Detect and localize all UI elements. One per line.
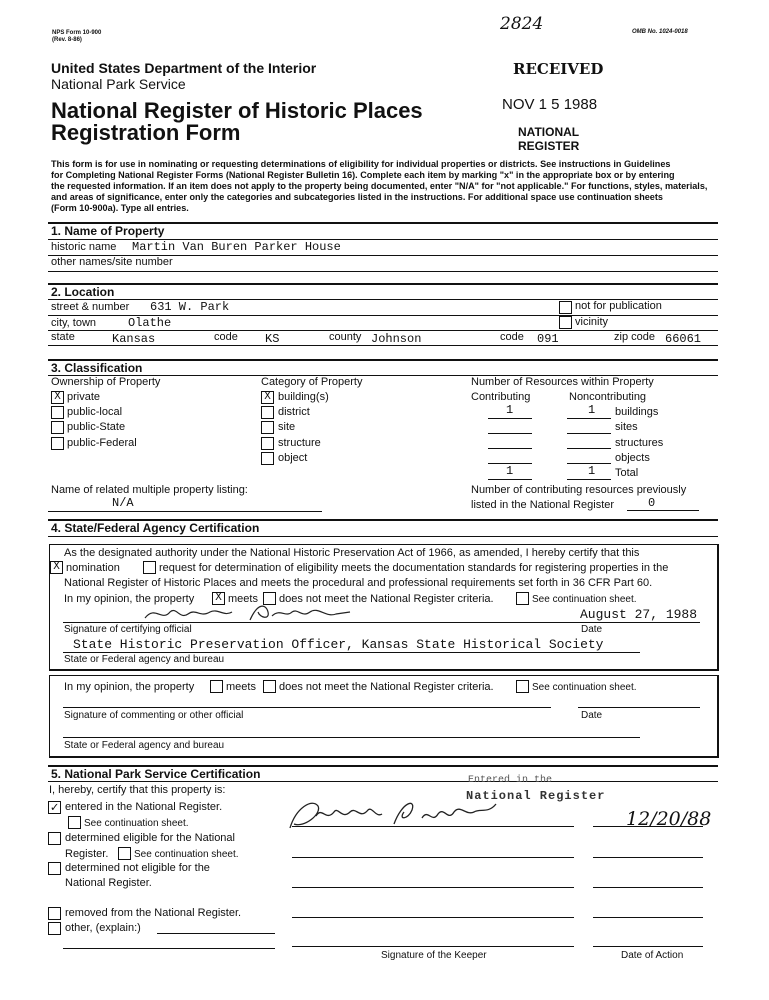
bureau-label-2: State or Federal agency and bureau bbox=[64, 740, 225, 751]
entry-line bbox=[157, 933, 275, 934]
date-line bbox=[593, 946, 703, 947]
form-title: National Register of Historic Places bbox=[51, 98, 423, 123]
state-label: state bbox=[51, 331, 75, 343]
related-listing-label: Name of related multiple property listing: bbox=[51, 484, 248, 496]
category-option: building(s) bbox=[278, 391, 329, 403]
category-option: object bbox=[278, 452, 308, 464]
removed-label: removed from the National Register. bbox=[65, 907, 242, 919]
divider bbox=[48, 345, 718, 346]
intro-line: and areas of significance, enter only the categories and subcategories listed in the instructions. For additional space use continuation sheets bbox=[51, 192, 663, 202]
intro-line: the requested information. If an item does not apply to the property being documented, enter "N/A" for "not applicable." For functions, styles, materials, bbox=[51, 181, 708, 191]
county-label: county bbox=[329, 331, 362, 343]
does-not-meet-label-2: does not meet the National Register criteria. bbox=[279, 681, 494, 693]
category-heading: Category of Property bbox=[261, 376, 363, 388]
private-checkbox[interactable]: X bbox=[51, 391, 64, 404]
entry-line bbox=[567, 433, 611, 434]
divider bbox=[48, 781, 718, 782]
cert-text-line: National Register of Historic Places and meets the procedural and professional requirements set forth in 36 CFR Part 60. bbox=[64, 577, 653, 589]
cert-text-line: As the designated authority under the National Historic Preservation Act of 1966, as amended, I hereby certify that this bbox=[64, 547, 640, 559]
request-checkbox[interactable] bbox=[143, 561, 156, 574]
related-listing-value[interactable]: N/A bbox=[112, 496, 134, 510]
entered-checkbox[interactable]: ✓ bbox=[48, 801, 61, 814]
does-not-meet-label: does not meet the National Register criteria. bbox=[279, 593, 494, 605]
category-option: structure bbox=[278, 437, 321, 449]
entered-stamp: Entered in the bbox=[468, 775, 553, 786]
divider bbox=[48, 283, 718, 285]
date-of-action-label: Date of Action bbox=[621, 950, 684, 961]
category-option: district bbox=[278, 406, 310, 418]
certify-label: I, hereby, certify that this property is: bbox=[49, 784, 226, 796]
department-name: United States Department of the Interior bbox=[51, 60, 317, 76]
removed-checkbox[interactable] bbox=[48, 907, 61, 920]
divider bbox=[48, 359, 718, 361]
county-value[interactable]: Johnson bbox=[371, 332, 422, 346]
meets-label-2: meets bbox=[226, 681, 256, 693]
resource-row-label: structures bbox=[615, 437, 664, 449]
entry-line bbox=[567, 479, 611, 480]
meets-checkbox[interactable]: X bbox=[212, 592, 225, 605]
resource-row-label: Total bbox=[615, 467, 639, 479]
date-of-action[interactable]: 12/20/88 bbox=[626, 808, 712, 830]
eligible-label: determined eligible for the National bbox=[65, 832, 235, 844]
stamp-register: REGISTER bbox=[518, 139, 580, 153]
eligible-continuation-checkbox[interactable] bbox=[118, 847, 131, 860]
not-eligible-checkbox[interactable] bbox=[48, 862, 61, 875]
opinion-label: In my opinion, the property bbox=[64, 593, 195, 605]
not-for-publication-checkbox[interactable] bbox=[559, 301, 572, 314]
date-label-2: Date bbox=[581, 710, 603, 721]
noncontributing-buildings[interactable]: 1 bbox=[588, 403, 596, 417]
entry-line bbox=[488, 479, 532, 480]
previously-listed-label-2: listed in the National Register bbox=[471, 499, 615, 511]
entry-line bbox=[48, 511, 322, 512]
keeper-signature-label: Signature of the Keeper bbox=[381, 950, 487, 961]
divider bbox=[48, 536, 718, 537]
form-subtitle: Registration Form bbox=[51, 120, 241, 145]
historic-name-label: historic name bbox=[51, 241, 117, 253]
continuation-checkbox-2[interactable] bbox=[516, 680, 529, 693]
section-2-heading: 2. Location bbox=[51, 285, 115, 299]
not-eligible-label: determined not eligible for the bbox=[65, 862, 210, 874]
signature-line bbox=[63, 622, 700, 623]
structure-checkbox[interactable] bbox=[261, 437, 274, 450]
entered-continuation-label: See continuation sheet. bbox=[84, 818, 189, 829]
signature-line bbox=[63, 652, 640, 653]
state-code-label: code bbox=[214, 331, 238, 343]
omb-number: OMB No. 1024-0018 bbox=[632, 29, 688, 35]
received-stamp: RECEIVED bbox=[513, 60, 604, 78]
entered-label: entered in the National Register. bbox=[65, 801, 223, 813]
not-eligible-label-2: National Register. bbox=[65, 877, 152, 889]
eligible-continuation-label: See continuation sheet. bbox=[134, 849, 239, 860]
city-label: city, town bbox=[51, 317, 97, 329]
city-value[interactable]: Olathe bbox=[128, 316, 172, 330]
section-5-heading: 5. National Park Service Certification bbox=[51, 767, 261, 781]
date-line bbox=[593, 826, 703, 827]
entry-line bbox=[488, 433, 532, 434]
meets-checkbox-2[interactable] bbox=[210, 680, 223, 693]
public-state-checkbox[interactable] bbox=[51, 421, 64, 434]
signature-line bbox=[63, 707, 551, 708]
ownership-option: public-State bbox=[67, 421, 126, 433]
previously-listed-label: Number of contributing resources previously bbox=[471, 484, 687, 496]
vicinity-label: vicinity bbox=[575, 316, 609, 328]
county-code-label: code bbox=[500, 331, 524, 343]
signature-line bbox=[292, 857, 574, 858]
state-code-value[interactable]: KS bbox=[265, 332, 280, 346]
signature-line bbox=[63, 737, 640, 738]
does-not-meet-checkbox-2[interactable] bbox=[263, 680, 276, 693]
entry-line bbox=[567, 448, 611, 449]
continuation-label-2: See continuation sheet. bbox=[532, 682, 637, 693]
certification-date[interactable]: August 27, 1988 bbox=[580, 607, 698, 622]
signature-label: Signature of certifying official bbox=[64, 624, 192, 635]
divider bbox=[48, 271, 718, 272]
public-local-checkbox[interactable] bbox=[51, 406, 64, 419]
service-name: National Park Service bbox=[51, 76, 186, 92]
resource-row-label: buildings bbox=[615, 406, 659, 418]
resources-heading: Number of Resources within Property bbox=[471, 376, 654, 388]
object-checkbox[interactable] bbox=[261, 452, 274, 465]
entry-line bbox=[488, 448, 532, 449]
other-names-label: other names/site number bbox=[51, 256, 173, 268]
date-line bbox=[593, 917, 703, 918]
signature-label-2: Signature of commenting or other official bbox=[64, 710, 244, 721]
noncontributing-heading: Noncontributing bbox=[569, 391, 647, 403]
other-label: other, (explain:) bbox=[65, 922, 141, 934]
intro-line: for Completing National Register Forms (National Register Bulletin 16). Complete each item by marking "x" in the appropriate box or by entering bbox=[51, 170, 675, 180]
section-1-heading: 1. Name of Property bbox=[51, 224, 165, 238]
entry-line bbox=[63, 948, 275, 949]
street-value[interactable]: 631 W. Park bbox=[150, 300, 230, 314]
intro-line: This form is for use in nominating or requesting determinations of eligibility for individual properties or districts. See instructions in Guidelines bbox=[51, 159, 671, 169]
form-number: NPS Form 10-900 bbox=[52, 30, 102, 36]
continuation-label: See continuation sheet. bbox=[532, 594, 637, 605]
category-option: site bbox=[278, 421, 296, 433]
signature-line bbox=[292, 946, 574, 947]
contributing-buildings[interactable]: 1 bbox=[506, 403, 514, 417]
nomination-checkbox[interactable]: X bbox=[50, 561, 63, 574]
contributing-total[interactable]: 1 bbox=[506, 464, 514, 478]
site-checkbox[interactable] bbox=[261, 421, 274, 434]
entry-line bbox=[627, 510, 699, 511]
section-4-heading: 4. State/Federal Agency Certification bbox=[51, 521, 260, 535]
public-federal-checkbox[interactable] bbox=[51, 437, 64, 450]
received-date-stamp: NOV 1 5 1988 bbox=[502, 96, 598, 113]
keeper-signature bbox=[282, 794, 507, 838]
opinion-label-2: In my opinion, the property bbox=[64, 681, 195, 693]
ownership-heading: Ownership of Property bbox=[51, 376, 161, 388]
date-line bbox=[593, 857, 703, 858]
other-checkbox[interactable] bbox=[48, 922, 61, 935]
state-value[interactable]: Kansas bbox=[112, 332, 156, 346]
eligible-label-2: Register. bbox=[65, 848, 109, 860]
nomination-label: nomination bbox=[66, 562, 120, 574]
bureau-label: State or Federal agency and bureau bbox=[64, 654, 225, 665]
signature-line bbox=[292, 917, 574, 918]
entered-continuation-checkbox[interactable] bbox=[68, 816, 81, 829]
not-for-publication-label: not for publication bbox=[575, 300, 662, 312]
district-checkbox[interactable] bbox=[261, 406, 274, 419]
certifying-agency[interactable]: State Historic Preservation Officer, Kansas State Historical Society bbox=[73, 637, 604, 652]
ownership-option: public-Federal bbox=[67, 437, 137, 449]
historic-name-value[interactable]: Martin Van Buren Parker House bbox=[132, 240, 341, 254]
national-register-stamp: National Register bbox=[466, 789, 606, 803]
zip-value[interactable]: 66061 bbox=[665, 332, 702, 346]
date-label: Date bbox=[581, 624, 603, 635]
intro-line: (Form 10-900a). Type all entries. bbox=[51, 203, 189, 213]
vicinity-checkbox[interactable] bbox=[559, 316, 572, 329]
entry-line bbox=[567, 418, 611, 419]
entry-line bbox=[488, 418, 532, 419]
eligible-checkbox[interactable] bbox=[48, 832, 61, 845]
resource-row-label: sites bbox=[615, 421, 638, 433]
handwritten-number: 2824 bbox=[500, 14, 544, 34]
signature-line bbox=[292, 887, 574, 888]
meets-label: meets bbox=[228, 593, 258, 605]
continuation-checkbox[interactable] bbox=[516, 592, 529, 605]
ownership-option: public-local bbox=[67, 406, 123, 418]
contributing-heading: Contributing bbox=[471, 391, 531, 403]
noncontributing-total[interactable]: 1 bbox=[588, 464, 596, 478]
stamp-national: NATIONAL bbox=[518, 125, 580, 139]
resource-row-label: objects bbox=[615, 452, 650, 464]
previously-listed-value[interactable]: 0 bbox=[648, 496, 656, 510]
section-3-heading: 3. Classification bbox=[51, 361, 143, 375]
form-revision: (Rev. 8-86) bbox=[52, 37, 82, 43]
ownership-option: private bbox=[67, 391, 101, 403]
cert-text-line: request for determination of eligibility meets the documentation standards for registering properties in the bbox=[159, 562, 669, 574]
signature-line bbox=[578, 707, 700, 708]
date-line bbox=[593, 887, 703, 888]
zip-label: zip code bbox=[614, 331, 655, 343]
street-label: street & number bbox=[51, 301, 130, 313]
signature-line bbox=[292, 826, 574, 827]
county-code-value[interactable]: 091 bbox=[537, 332, 559, 346]
building-checkbox[interactable]: X bbox=[261, 391, 274, 404]
